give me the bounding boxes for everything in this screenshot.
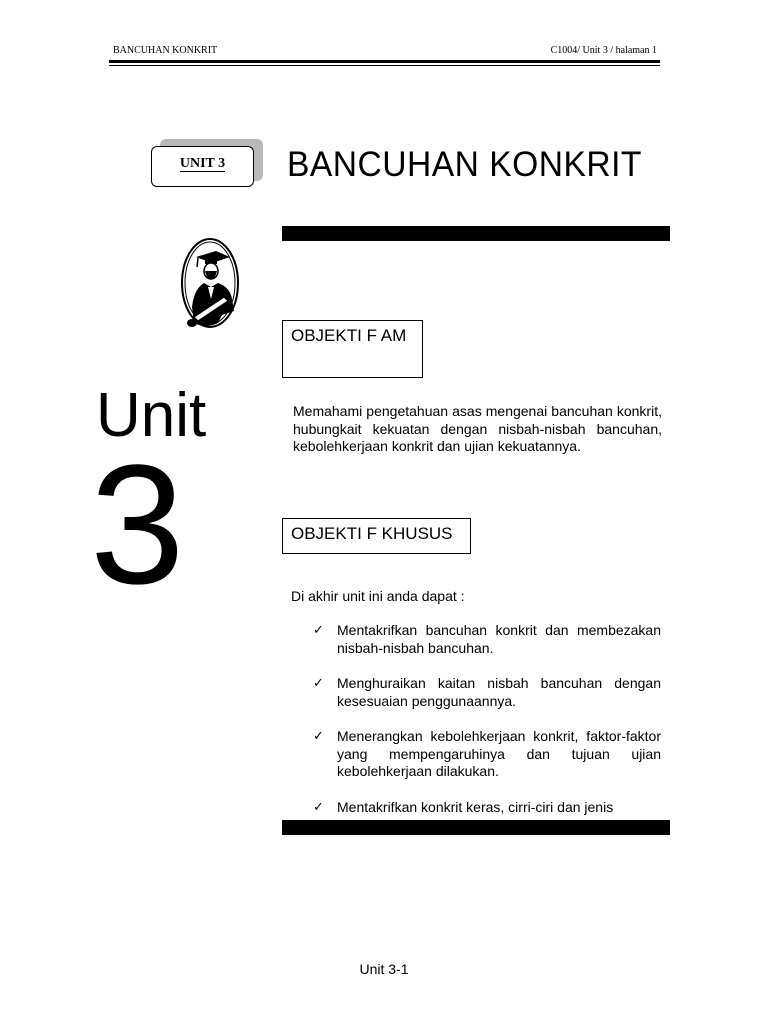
page-title: BANCUHAN KONKRIT: [287, 145, 642, 184]
header-rule-thick: [109, 60, 660, 63]
list-item-text: Mentakrifkan konkrit keras, cirri-ciri dan jenis: [337, 798, 614, 815]
graduate-icon: [178, 237, 242, 333]
header-rule-thin: [109, 65, 660, 66]
list-item-text: Menerangkan kebolehkerjaan konkrit, faktor-faktor yang mempengaruhinya dan tujuan ujian kebolehkerjaan dilakukan.: [337, 728, 661, 779]
check-icon: ✓: [313, 729, 324, 744]
title-divider-bar: [282, 226, 670, 241]
objektif-am-text: Memahami pengetahuan asas mengenai bancuhan konkrit, hubungkait kekuatan dengan nisbah-nisbah bancuhan, kebolehkerjaan konkrit dan ujian kekuatannya.: [293, 403, 662, 454]
list-item: [313, 622, 661, 657]
list-item-text: Menghuraikan kaitan nisbah bancuhan dengan kesesuaian penggunaannya.: [337, 675, 661, 709]
list-item-text: Mentakrifkan bancuhan konkrit dan membezakan nisbah-nisbah bancuhan.: [337, 622, 661, 656]
unit-box-text: UNIT 3: [179, 156, 226, 171]
page-footer: Unit 3-1: [359, 961, 409, 977]
list-item: [313, 799, 661, 817]
check-icon: ✓: [313, 623, 324, 638]
check-icon: ✓: [313, 676, 324, 691]
objektif-am-heading: OBJEKTI F AM: [282, 320, 423, 378]
header-page-ref: C1004/ Unit 3 / halaman 1: [550, 45, 657, 56]
check-icon: ✓: [313, 799, 324, 815]
header-left-title: BANCUHAN KONKRIT: [113, 45, 218, 56]
section-end-bar: [282, 820, 670, 835]
side-unit-number: 3: [90, 430, 185, 620]
objektif-khusus-heading: OBJEKTI F KHUSUS: [282, 518, 471, 554]
list-item: [313, 728, 661, 781]
unit-box-label: [151, 156, 254, 172]
objective-list: [313, 622, 661, 834]
side-unit-word: Unit: [96, 381, 207, 450]
objektif-khusus-intro: Di akhir unit ini anda dapat :: [291, 588, 465, 604]
list-item: [313, 675, 661, 710]
